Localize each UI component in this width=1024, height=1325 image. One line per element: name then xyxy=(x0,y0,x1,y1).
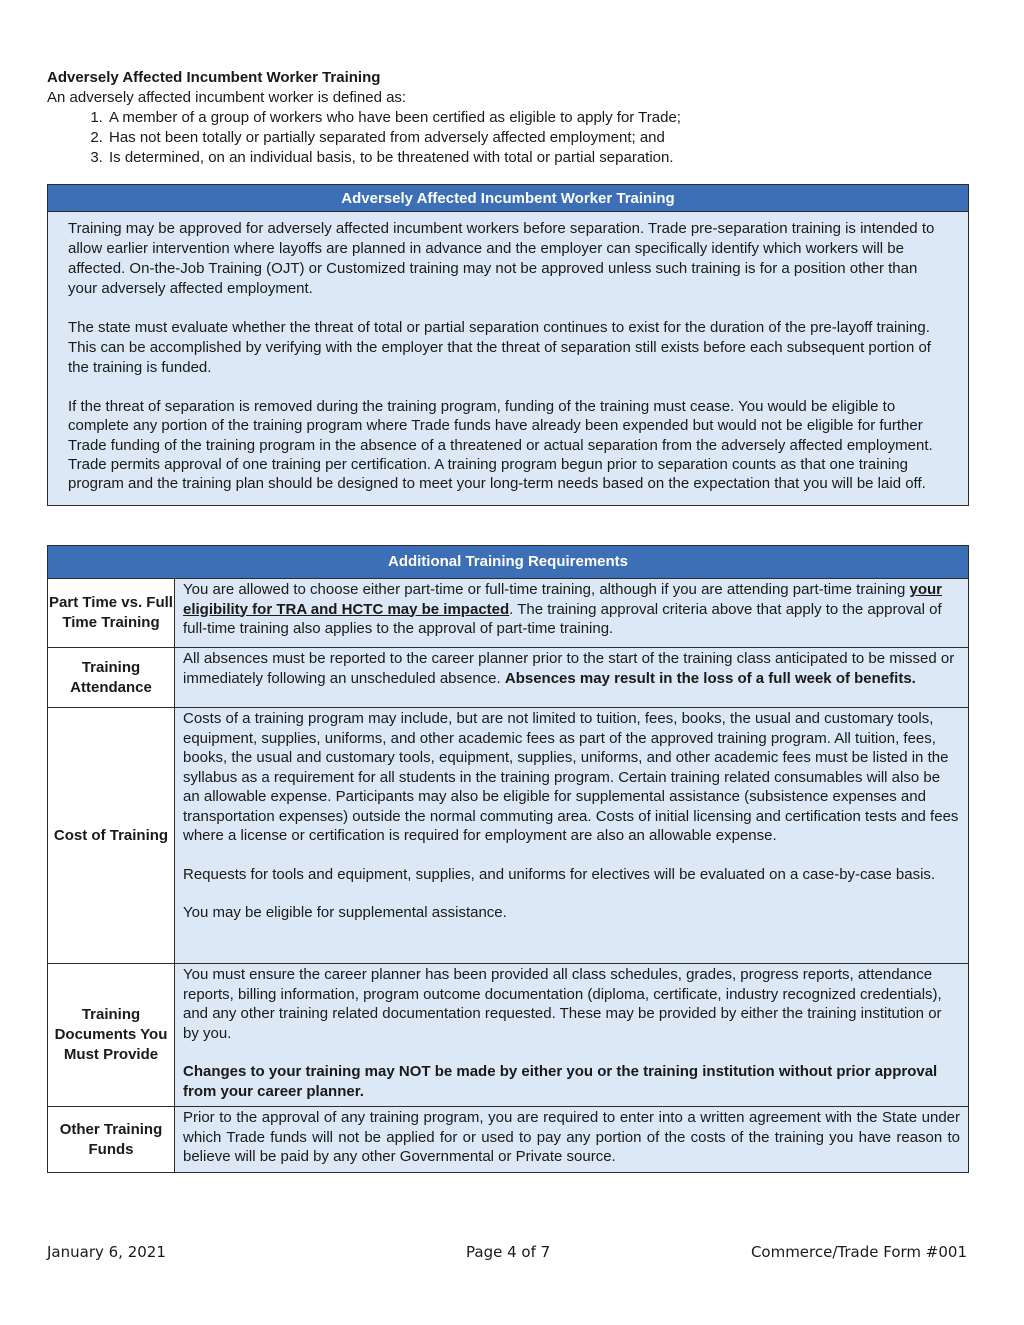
row-label: Cost of Training xyxy=(48,708,175,964)
intro-lead: An adversely affected incumbent worker is defined as: xyxy=(47,89,407,106)
box-paragraph: The state must evaluate whether the threat of total or partial separation continues to exist for the duration of the pre-layoff training. This can be accomplished by verifying with the employer that the threat of separation still exists before each subsequent portion of the training is funded. xyxy=(68,319,931,376)
box-body xyxy=(48,212,968,505)
table-row-part-time xyxy=(48,579,969,648)
row-label: Other Training Funds xyxy=(48,1107,175,1173)
box-paragraph: If the threat of separation is removed during the training program, funding of the training must cease. You would be eligible to complete any portion of the training program where Trade funds have already been expended but would not be eligible for further Trade funding of the training program in the absence of a threatened or actual separation from the adversely affected employment. Trade permits approval of one training per certification. A training program begun prior to separation counts as that one training program and the training plan should be designed to meet your long-term needs based on the expectation that you will be laid off. xyxy=(68,398,933,493)
row-label: Training Documents You Must Provide xyxy=(48,964,175,1107)
row-label: Training Attendance xyxy=(48,648,175,708)
table-row-documents xyxy=(48,964,969,1107)
criteria-list xyxy=(47,108,969,168)
row-text: Prior to the approval of any training program, you are required to enter into a written agreement with the State under which Trade funds will not be applied for or used to pay any portion of the costs of the training you have reason to believe will be paid by any other Governmental or Private source. xyxy=(175,1107,969,1173)
row-text: All absences must be reported to the career planner prior to the start of the training class anticipated to be missed or immediately following an unscheduled absence. Absences may result in the loss of a full week of benefits. xyxy=(175,648,969,708)
row-text: Costs of a training program may include, but are not limited to tuition, fees, books, the usual and customary tools, equipment, supplies, uniforms, and other academic fees as part of the approved training program. All tuition, fees, books, the usual and customary tools, equipment, supplies, uniforms, and other academic fees must be listed in the syllabus as a requirement for all students in the training program. Certain training related consumables will also be an allowable expense. Participants may also be eligible for supplemental assistance (subsistence expenses and transportation expenses) outside the normal commuting area. Costs of initial licensing and certification tests and fees where a license or certification is required for employment are also an allowable expense. Requests for tools and equipment, supplies, and uniforms for electives will be evaluated on a case-by-case basis. You may be eligible for supplemental assistance. xyxy=(175,708,969,964)
criteria-item: 3. Is determined, on an individual basis, to be threatened with total or partial separation. xyxy=(107,148,969,168)
box-paragraph: Training may be approved for adversely affected incumbent workers before separation. Trade pre-separation training is intended to allow earlier intervention where layoffs are planned in advance and the employer can specifically identify which workers will be affected. On-the-Job Training (OJT) or Customized training may not be approved unless such training is for a position other than your adversely affected employment. xyxy=(68,220,935,297)
criteria-item: 1. A member of a group of workers who have been certified as eligible to apply for Trade; xyxy=(107,108,969,128)
changes-warning: Changes to your training may NOT be made by either you or the training institution without prior approval from your career planner. xyxy=(183,1063,938,1100)
intro-section xyxy=(47,68,969,168)
table-header-row xyxy=(48,546,969,579)
tra-hctc-note: your eligibility for TRA and HCTC may be impacted xyxy=(183,581,943,618)
incumbent-worker-box xyxy=(47,184,969,506)
table-row-attendance xyxy=(48,648,969,708)
absence-warning: Absences may result in the loss of a full week of benefits. xyxy=(504,669,916,687)
table-row-cost xyxy=(48,708,969,964)
box-header: Adversely Affected Incumbent Worker Training xyxy=(48,185,968,212)
footer-page: Page 4 of 7 xyxy=(466,1243,551,1261)
row-text: You must ensure the career planner has been provided all class schedules, grades, progress reports, attendance reports, billing information, program outcome documentation (diploma, certificate, industry recognized credentials), and any other training related documentation requested. These may be provided by either the training institution or by you. Changes to your training may NOT be made by either you or the training institution without prior approval from your career planner. xyxy=(175,964,969,1107)
table-row-other-funds xyxy=(48,1107,969,1173)
footer-date: January 6, 2021 xyxy=(47,1243,166,1261)
section-title: Adversely Affected Incumbent Worker Training xyxy=(47,69,381,86)
footer-form: Commerce/Trade Form #001 xyxy=(750,1243,967,1261)
row-label: Part Time vs. Full Time Training xyxy=(48,579,175,648)
table-header: Additional Training Requirements xyxy=(48,546,969,579)
row-text: You are allowed to choose either part-time or full-time training, although if you are attending part-time training your eligibility for TRA and HCTC may be impacted. The training approval criteria above that apply to the approval of full-time training also applies to the approval of part-time training. xyxy=(175,579,969,648)
requirements-table xyxy=(47,545,969,1173)
criteria-item: 2. Has not been totally or partially separated from adversely affected employment; and xyxy=(107,128,969,148)
